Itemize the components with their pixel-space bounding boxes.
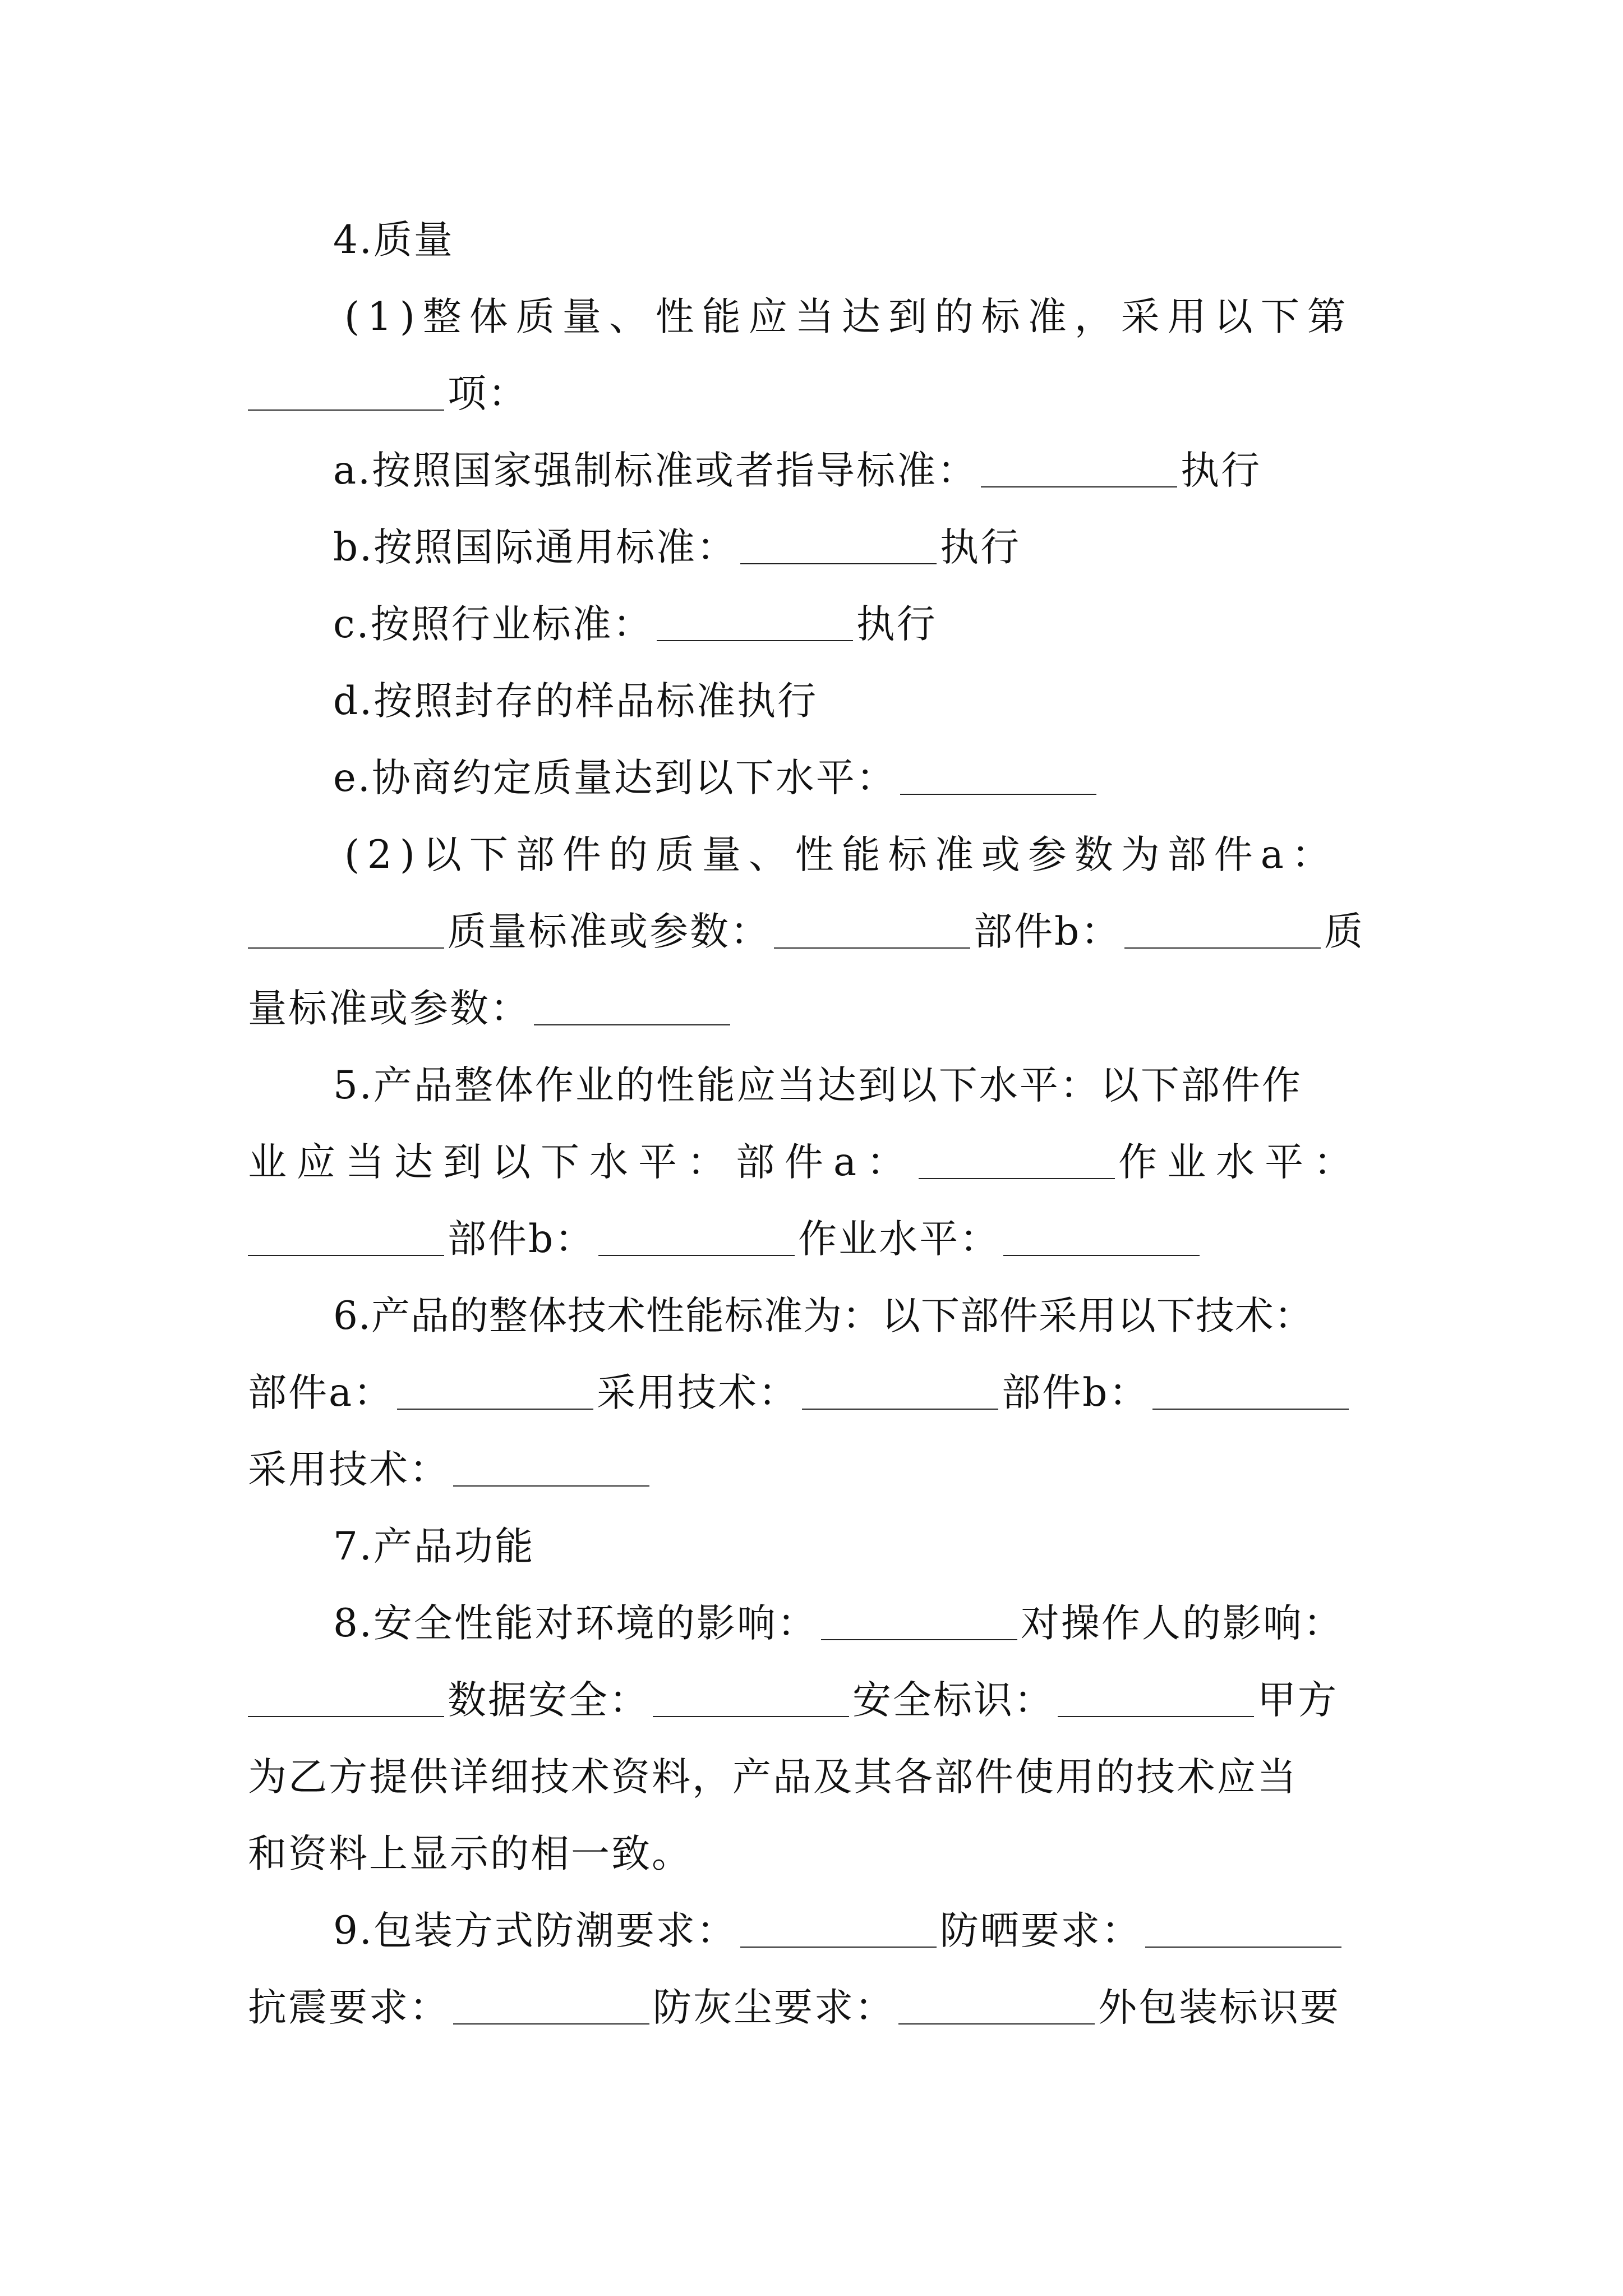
section-8-line-2 <box>248 1662 1381 1739</box>
section-6-tech-label-2: 采用技术： <box>248 1447 450 1492</box>
blank-field[interactable] <box>248 947 444 949</box>
section-6-line-3 <box>248 1432 1381 1508</box>
option-a-suffix: 执行 <box>1181 448 1262 493</box>
blank-field[interactable] <box>740 1947 937 1948</box>
section-8-party-a: 甲方 <box>1257 1678 1338 1723</box>
blank-field[interactable] <box>534 1024 730 1025</box>
option-c <box>248 586 1381 663</box>
blank-field[interactable] <box>453 1485 649 1487</box>
section-9-shock-label: 抗震要求： <box>248 1985 450 2030</box>
blank-field[interactable] <box>981 486 1177 487</box>
blank-field[interactable] <box>898 2023 1095 2024</box>
section-8-operator-label: 对操作人的影响： <box>1020 1601 1344 1646</box>
section-6-tech-label: 采用技术： <box>597 1370 799 1415</box>
option-c-suffix: 执行 <box>856 602 937 647</box>
item-2-text: (2)以下部件的质量、性能标准或参数为部件a： <box>344 832 1338 877</box>
section-5-line-2 <box>248 1124 1381 1201</box>
blank-field[interactable] <box>802 1409 998 1410</box>
section-4-item-2-line-2 <box>248 894 1381 970</box>
section-9-outer-label: 外包装标识要 <box>1098 1985 1340 2030</box>
section-8-data-safety-label: 数据安全： <box>448 1678 649 1723</box>
blank-field[interactable] <box>598 1255 795 1256</box>
option-b-suffix: 执行 <box>940 525 1021 570</box>
blank-field[interactable] <box>900 794 1096 795</box>
section-9-sun-label: 防晒要求： <box>939 1908 1142 1953</box>
blank-field[interactable] <box>248 409 444 411</box>
section-7-text: 7.产品功能 <box>333 1524 535 1569</box>
item-2-quality-label-2: 量标准或参数： <box>248 986 531 1031</box>
item-2-quality-label: 质量标准或参数： <box>448 909 771 954</box>
section-9-line-1 <box>248 1893 1381 1970</box>
section-4-item-2-line-1 <box>248 817 1381 894</box>
section-8-text-3: 为乙方提供详细技术资料，产品及其各部件使用的技术应当 <box>248 1755 1298 1800</box>
blank-field[interactable] <box>653 1716 849 1717</box>
section-5-part-b: 部件b： <box>448 1217 596 1262</box>
blank-field[interactable] <box>657 640 853 641</box>
blank-field[interactable] <box>1145 1947 1341 1948</box>
section-8-text-4: 和资料上显示的相一致。 <box>248 1832 692 1876</box>
option-e <box>248 740 1381 817</box>
blank-field[interactable] <box>453 2023 649 2024</box>
blank-field[interactable] <box>1124 947 1321 949</box>
section-8-line-1 <box>248 1585 1381 1662</box>
section-5-line-3 <box>248 1201 1381 1278</box>
section-6-part-b: 部件b： <box>1002 1370 1150 1415</box>
item-1-tail: 项： <box>448 371 528 416</box>
section-8-safety-mark-label: 安全标识： <box>852 1678 1054 1723</box>
section-4-item-1-line-2 <box>248 356 1381 432</box>
section-8-line-3 <box>248 1739 1381 1816</box>
section-5-level-label: 作业水平： <box>1118 1140 1363 1185</box>
section-8-env-label: 8.安全性能对环境的影响： <box>333 1601 818 1646</box>
option-a-text: a.按照国家强制标准或者指导标准： <box>333 448 978 493</box>
document-body <box>248 202 1381 2046</box>
option-d <box>248 663 1381 740</box>
option-b <box>248 509 1381 586</box>
section-9-moisture-label: 9.包装方式防潮要求： <box>333 1908 737 1953</box>
section-4-heading: 4.质量 <box>333 218 454 263</box>
section-5-line-1 <box>248 1047 1381 1124</box>
section-9-dust-label: 防灰尘要求： <box>653 1985 895 2030</box>
section-7-line-1 <box>248 1508 1381 1585</box>
blank-field[interactable] <box>1058 1716 1254 1717</box>
blank-field[interactable] <box>740 563 937 564</box>
option-c-text: c.按照行业标准： <box>333 602 653 647</box>
blank-field[interactable] <box>821 1639 1017 1640</box>
item-2-part-b-label: 部件b： <box>974 909 1122 954</box>
option-a <box>248 432 1381 509</box>
section-6-text: 6.产品的整体技术性能标准为：以下部件采用以下技术： <box>333 1294 1313 1338</box>
section-6-line-2 <box>248 1355 1381 1432</box>
section-4-item-2-line-3 <box>248 970 1381 1047</box>
section-6-part-a: 部件a： <box>248 1370 394 1415</box>
blank-field[interactable] <box>397 1409 593 1410</box>
section-9-line-2 <box>248 1970 1381 2046</box>
section-6-line-1 <box>248 1278 1381 1355</box>
blank-field[interactable] <box>1003 1255 1200 1256</box>
section-8-line-4 <box>248 1816 1381 1893</box>
blank-field[interactable] <box>919 1178 1115 1179</box>
item-1-text: (1)整体质量、性能应当达到的标准，采用以下第 <box>344 295 1354 339</box>
section-5-text: 5.产品整体作业的性能应当达到以下水平：以下部件作 <box>333 1063 1302 1108</box>
blank-field[interactable] <box>1152 1409 1349 1410</box>
section-4-item-1-line-1 <box>248 279 1381 356</box>
blank-field[interactable] <box>248 1716 444 1717</box>
section-5-part-a: 业应当达到以下水平：部件a： <box>248 1140 916 1185</box>
item-2-line-end: 质 <box>1324 909 1365 954</box>
blank-field[interactable] <box>774 947 970 949</box>
blank-field[interactable] <box>248 1255 444 1256</box>
option-d-text: d.按照封存的样品标准执行 <box>333 679 818 724</box>
section-5-level-label-2: 作业水平： <box>798 1217 1000 1262</box>
section-4-title <box>248 202 1381 279</box>
option-b-text: b.按照国际通用标准： <box>333 525 737 570</box>
option-e-text: e.协商约定质量达到以下水平： <box>333 756 897 800</box>
